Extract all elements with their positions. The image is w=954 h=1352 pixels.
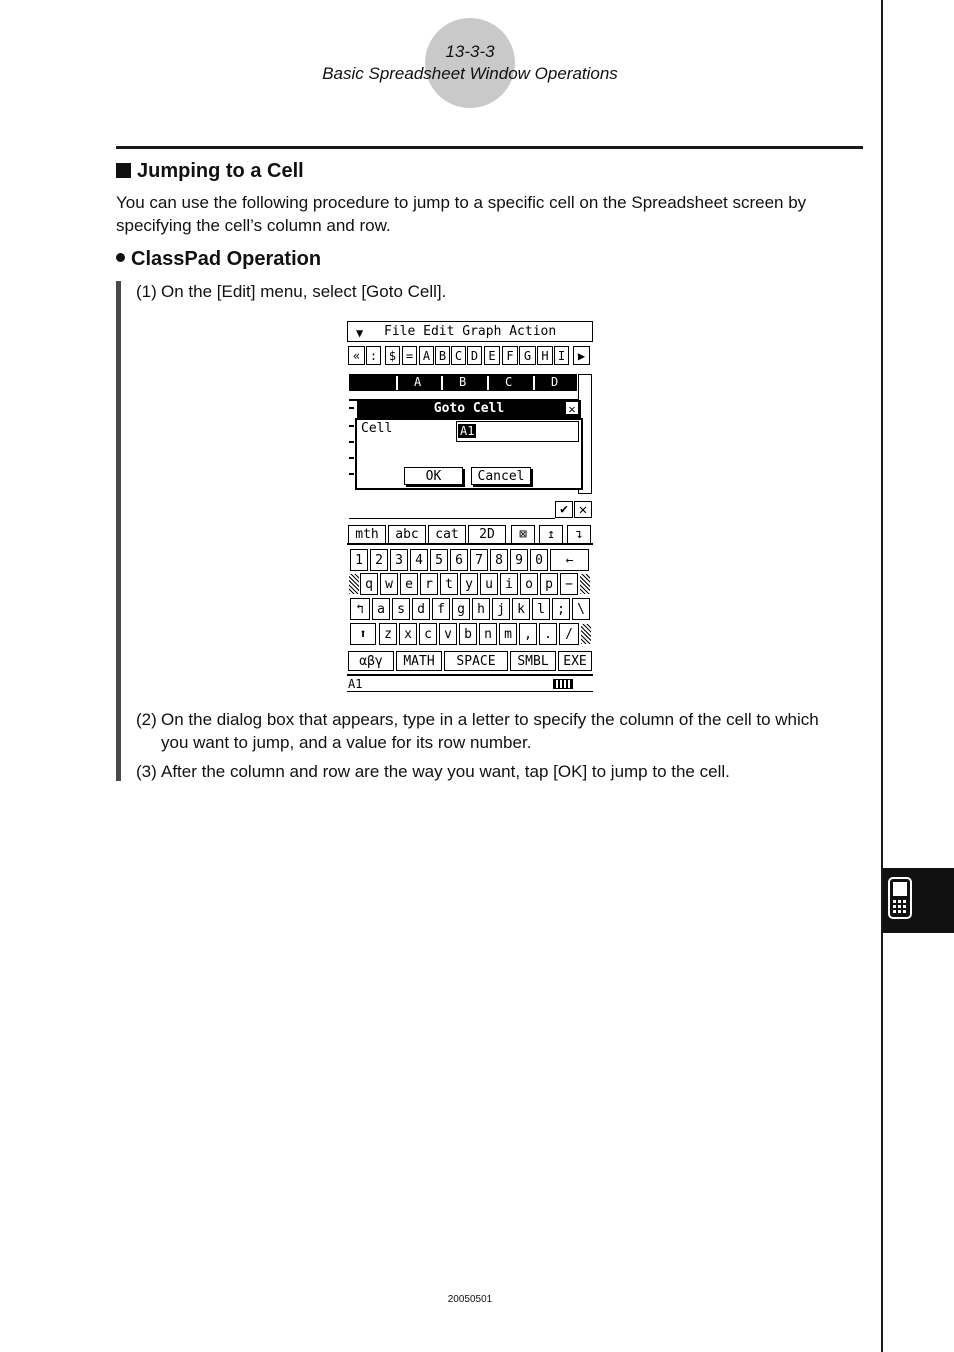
shift-key[interactable]: ⬆ bbox=[350, 623, 376, 645]
key[interactable]: m bbox=[499, 623, 517, 645]
space-key[interactable]: SPACE bbox=[444, 651, 508, 671]
key[interactable]: 9 bbox=[510, 549, 528, 571]
section-title: Jumping to a Cell bbox=[116, 160, 304, 183]
key[interactable]: 7 bbox=[470, 549, 488, 571]
toolbar-button[interactable]: A bbox=[419, 346, 434, 365]
cell-entry-line[interactable] bbox=[349, 501, 555, 519]
key[interactable]: e bbox=[400, 573, 418, 595]
status-cell: A1 bbox=[348, 677, 363, 691]
toolbar-button[interactable]: = bbox=[402, 346, 417, 365]
footer-code: 20050501 bbox=[447, 1294, 493, 1305]
dialog-close-icon[interactable]: ✕ bbox=[565, 401, 579, 415]
cancel-x-icon[interactable]: ✕ bbox=[574, 501, 592, 518]
ok-button[interactable]: OK bbox=[404, 467, 463, 485]
key[interactable]: v bbox=[439, 623, 457, 645]
key[interactable]: h bbox=[472, 598, 490, 620]
key[interactable]: 5 bbox=[430, 549, 448, 571]
key[interactable]: i bbox=[500, 573, 518, 595]
cell-field-label: Cell bbox=[361, 421, 393, 436]
key[interactable]: p bbox=[540, 573, 558, 595]
key[interactable]: x bbox=[399, 623, 417, 645]
math-key[interactable]: MATH bbox=[396, 651, 442, 671]
key[interactable]: f bbox=[432, 598, 450, 620]
column-header[interactable]: C bbox=[505, 375, 513, 389]
keyboard-tab[interactable]: mth bbox=[348, 525, 386, 544]
key[interactable]: 6 bbox=[450, 549, 468, 571]
key[interactable]: c bbox=[419, 623, 437, 645]
toolbar-button[interactable]: : bbox=[366, 346, 381, 365]
bullet-dot-icon bbox=[116, 253, 125, 262]
keyboard-tab[interactable]: 2D bbox=[468, 525, 506, 544]
column-header[interactable]: B bbox=[459, 375, 467, 389]
key[interactable]: a bbox=[372, 598, 390, 620]
confirm-check-icon[interactable]: ✔ bbox=[555, 501, 573, 518]
procedure-step: (2) On the dialog box that appears, type in a letter to specify the column of the cell to which you want to jump, and a value for its row number. bbox=[136, 710, 819, 752]
key[interactable]: g bbox=[452, 598, 470, 620]
header-circle bbox=[425, 18, 515, 108]
key[interactable]: 0 bbox=[530, 549, 548, 571]
toolbar-button[interactable]: D bbox=[467, 346, 482, 365]
key[interactable]: y bbox=[460, 573, 478, 595]
column-header-row bbox=[349, 374, 577, 391]
key[interactable]: u bbox=[480, 573, 498, 595]
toolbar-button[interactable]: « bbox=[348, 346, 365, 365]
menu-bar[interactable] bbox=[347, 321, 593, 342]
greek-key[interactable]: αβγ bbox=[348, 651, 394, 671]
procedure-step: (3) After the column and row are the way you want, tap [OK] to jump to the cell. bbox=[136, 762, 730, 781]
toolbar-button[interactable]: B bbox=[435, 346, 450, 365]
key[interactable]: l bbox=[532, 598, 550, 620]
key[interactable]: k bbox=[512, 598, 530, 620]
key[interactable]: r bbox=[420, 573, 438, 595]
key[interactable]: z bbox=[379, 623, 397, 645]
key[interactable]: w bbox=[380, 573, 398, 595]
key[interactable]: q bbox=[360, 573, 378, 595]
key[interactable]: 3 bbox=[390, 549, 408, 571]
backspace-key[interactable]: ← bbox=[550, 549, 589, 571]
up-arrow-icon[interactable]: ↥ bbox=[539, 525, 563, 544]
key[interactable]: . bbox=[539, 623, 557, 645]
page-number: 13-3-3 bbox=[445, 42, 495, 61]
key[interactable]: 1 bbox=[350, 549, 368, 571]
operation-title: ClassPad Operation bbox=[116, 248, 321, 271]
exe-key[interactable]: EXE bbox=[558, 651, 592, 671]
procedure-step: (1) On the [Edit] menu, select [Goto Cell]. bbox=[136, 282, 447, 301]
chapter-title: Basic Spreadsheet Window Operations bbox=[322, 64, 618, 83]
toolbar-button[interactable]: I bbox=[554, 346, 569, 365]
toolbar-button[interactable]: F bbox=[502, 346, 518, 365]
key[interactable]: ; bbox=[552, 598, 570, 620]
toolbar-button[interactable]: E bbox=[484, 346, 500, 365]
key[interactable]: 4 bbox=[410, 549, 428, 571]
toolbar-button[interactable]: ▶ bbox=[573, 346, 590, 365]
calculator-icon bbox=[888, 877, 912, 919]
key[interactable]: t bbox=[440, 573, 458, 595]
battery-icon bbox=[553, 679, 573, 689]
symbol-key[interactable]: SMBL bbox=[510, 651, 556, 671]
key[interactable]: d bbox=[412, 598, 430, 620]
key[interactable]: 2 bbox=[370, 549, 388, 571]
chapter-side-tab bbox=[883, 868, 954, 933]
key[interactable]: / bbox=[559, 623, 579, 645]
key[interactable]: n bbox=[479, 623, 497, 645]
key[interactable]: ↰ bbox=[350, 598, 370, 620]
menu-items[interactable]: File Edit Graph Action bbox=[384, 324, 557, 339]
toolbar-button[interactable]: H bbox=[537, 346, 553, 365]
key[interactable]: , bbox=[519, 623, 537, 645]
header-rule bbox=[116, 146, 863, 149]
toolbar-button[interactable]: $ bbox=[385, 346, 400, 365]
procedure-bar bbox=[116, 281, 121, 781]
classpad-screen bbox=[347, 321, 593, 693]
toolbar-button[interactable]: C bbox=[451, 346, 466, 365]
clear-icon[interactable]: ⊠ bbox=[511, 525, 535, 544]
menu-triangle-icon[interactable]: ▼ bbox=[356, 326, 364, 340]
key[interactable]: \ bbox=[572, 598, 590, 620]
column-header[interactable]: D bbox=[551, 375, 559, 389]
key[interactable]: − bbox=[560, 573, 578, 595]
toolbar-button[interactable]: G bbox=[519, 346, 536, 365]
keyboard-tab[interactable]: cat bbox=[428, 525, 466, 544]
column-header[interactable]: A bbox=[414, 375, 422, 389]
key[interactable]: o bbox=[520, 573, 538, 595]
key[interactable]: b bbox=[459, 623, 477, 645]
cancel-button[interactable]: Cancel bbox=[471, 467, 531, 485]
dialog-title: Goto Cell bbox=[357, 400, 581, 418]
key[interactable]: 8 bbox=[490, 549, 508, 571]
cell-input-value[interactable]: A1 bbox=[460, 424, 475, 438]
key[interactable]: s bbox=[392, 598, 410, 620]
section-intro: You can use the following procedure to jump to a specific cell on the Spreadsheet screen by specifying the cell’s column and row. bbox=[116, 193, 807, 235]
key[interactable]: j bbox=[492, 598, 510, 620]
square-bullet-icon bbox=[116, 163, 131, 178]
keyboard-tab[interactable]: abc bbox=[388, 525, 426, 544]
page-right-rule bbox=[881, 0, 883, 1352]
return-arrow-icon[interactable]: ↴ bbox=[567, 525, 591, 544]
